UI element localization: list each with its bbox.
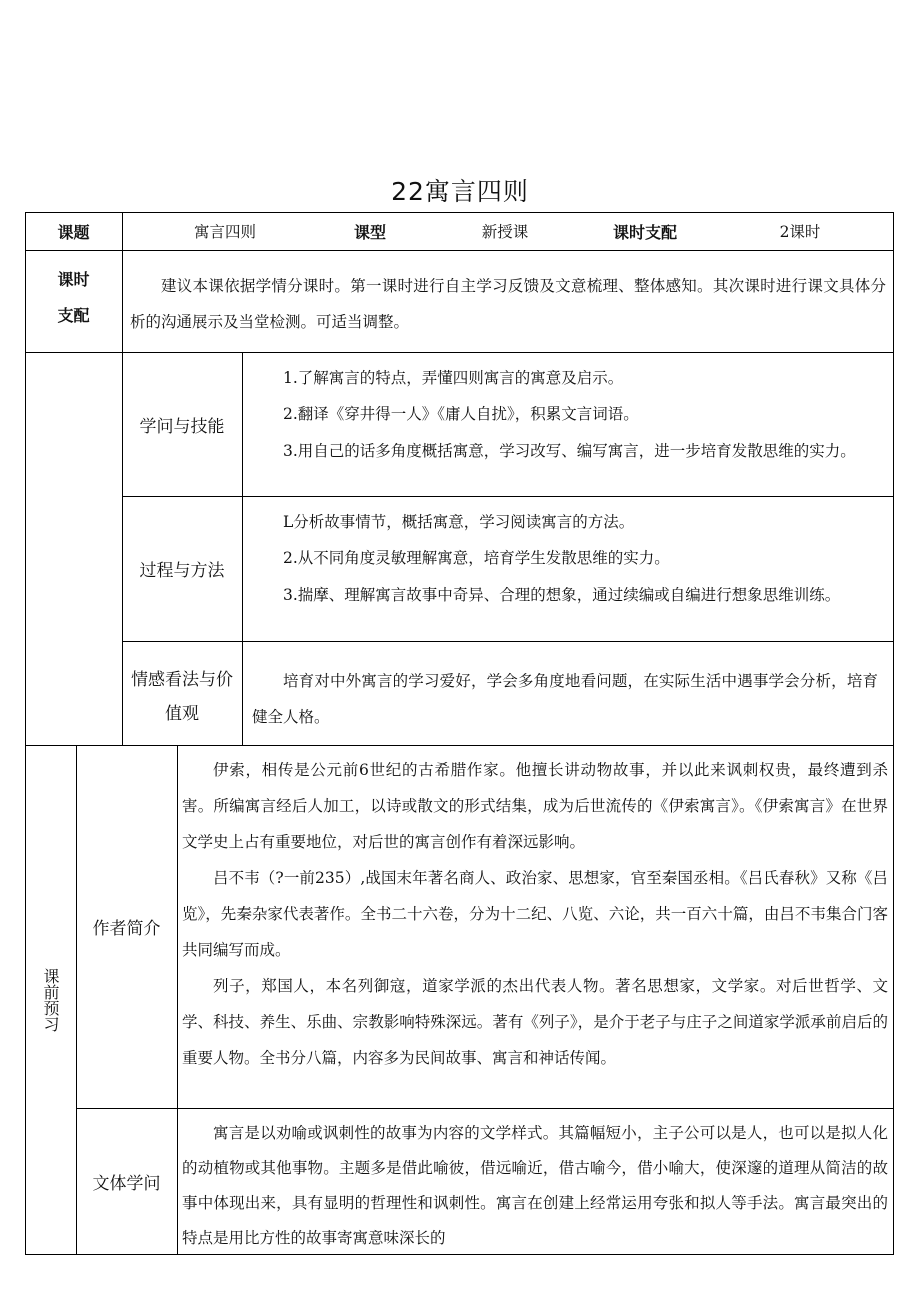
process-items — [252, 504, 886, 614]
emotion-text: 培育对中外寓言的学习爱好，学会多角度地看问题，在实际生活中遇事学会分析，培育健全人格。 — [252, 672, 878, 726]
table-border-right — [893, 212, 894, 1255]
schedule-text: 建议本课依据学情分课时。第一课时进行自主学习反馈及文意梳理、整体感知。其次课时进行课文具体分析的沟通展示及当堂检测。可适当调整。 — [130, 277, 886, 331]
label-schedule-line1: 课时 — [57, 270, 90, 289]
knowledge-item-3: 3.用自己的话多角度概括寓意，学习改写、编写寓言，进一步培育发散思维的实力。 — [283, 442, 856, 460]
label-emotion-line2: 值观 — [165, 704, 199, 724]
label-schedule — [25, 262, 122, 334]
type-value: 新授课 — [481, 223, 529, 241]
author-text-cell — [182, 752, 888, 1076]
topic-value: 寓言四则 — [193, 223, 256, 241]
preview-side-label-cell — [25, 745, 76, 1254]
label-emotion — [122, 663, 242, 731]
col-divider — [242, 352, 243, 746]
label-process: 过程与方法 — [139, 561, 225, 581]
col-divider — [177, 745, 178, 1255]
author-para-3: 列子，郑国人，本名列御寇，道家学派的杰出代表人物。著名思想家，文学家。对后世哲学、文学、科技、养生、乐曲、宗教影响特殊深远。著有《列子》，是介于老子与庄子之间道家学派承前启后的重要人物。全书分八篇，内容多为民间故事、寓言和神话传闻。 — [182, 977, 888, 1067]
preview-side-label: 课前预习 — [41, 967, 60, 1032]
label-genre: 文体学问 — [92, 1173, 161, 1194]
process-item-1: L分析故事情节，概括寓意，学习阅读寓言的方法。 — [283, 513, 635, 531]
row-divider — [76, 1108, 894, 1109]
knowledge-item-2: 2.翻译《穿井得一人》《庸人自扰》，积累文言词语。 — [283, 405, 639, 423]
genre-text-cell — [182, 1116, 888, 1256]
label-type: 课型 — [353, 222, 386, 242]
process-item-2: 2.从不同角度灵敏理解寓意，培育学生发散思维的实力。 — [283, 549, 670, 567]
page-title: 22寓言四则 — [391, 177, 529, 206]
label-topic: 课题 — [57, 222, 90, 242]
label-schedule-line2: 支配 — [57, 306, 90, 325]
genre-text: 寓言是以劝喻或讽刺性的故事为内容的文学样式。其篇幅短小，主子公可以是人，也可以是拟人化的动植物或其他事物。主题多是借此喻彼，借远喻近，借古喻今，借小喻大，使深邃的道理从简洁的故事中体现出来，具有显明的哲理性和讽刺性。寓言在创建上经常运用夸张和拟人等手法。寓言最突出的特点是用比方性的故事寄寓意味深长的 — [182, 1124, 888, 1247]
knowledge-items — [252, 360, 886, 470]
author-para-2: 吕不韦（?一前235）,战国末年著名商人、政治家、思想家，官至秦国丞相。《吕氏春秋》又称《吕览》，先秦杂家代表著作。全书二十六卷，分为十二纪、八览、六论，共一百六十篇，由吕不韦集合门客共同编写而成。 — [182, 869, 888, 959]
label-author: 作者简介 — [92, 919, 161, 939]
label-emotion-line1: 情感看法与价 — [131, 670, 233, 690]
author-para-1: 伊索，相传是公元前6世纪的古希腊作家。他擅长讲动物故事，并以此来讽刺权贵，最终遭到杀害。所编寓言经后人加工，以诗或散文的形式结集，成为后世流传的《伊索寓言》。《伊索寓言》在世界文学史上占有重要地位，对后世的寓言创作有着深远影响。 — [182, 761, 888, 851]
emotion-text-cell — [252, 663, 878, 735]
process-item-3: 3.揣摩、理解寓言故事中奇异、合理的想象，通过续编或自编进行想象思维训练。 — [283, 586, 841, 604]
row-divider — [25, 250, 894, 251]
label-hours: 课时支配 — [612, 222, 677, 242]
row-divider — [122, 641, 894, 642]
schedule-text-cell — [130, 268, 886, 340]
hours-value: 2课时 — [779, 223, 821, 241]
label-knowledge: 学问与技能 — [139, 416, 225, 437]
knowledge-item-1: 1.了解寓言的特点，弄懂四则寓言的寓意及启示。 — [283, 369, 624, 387]
